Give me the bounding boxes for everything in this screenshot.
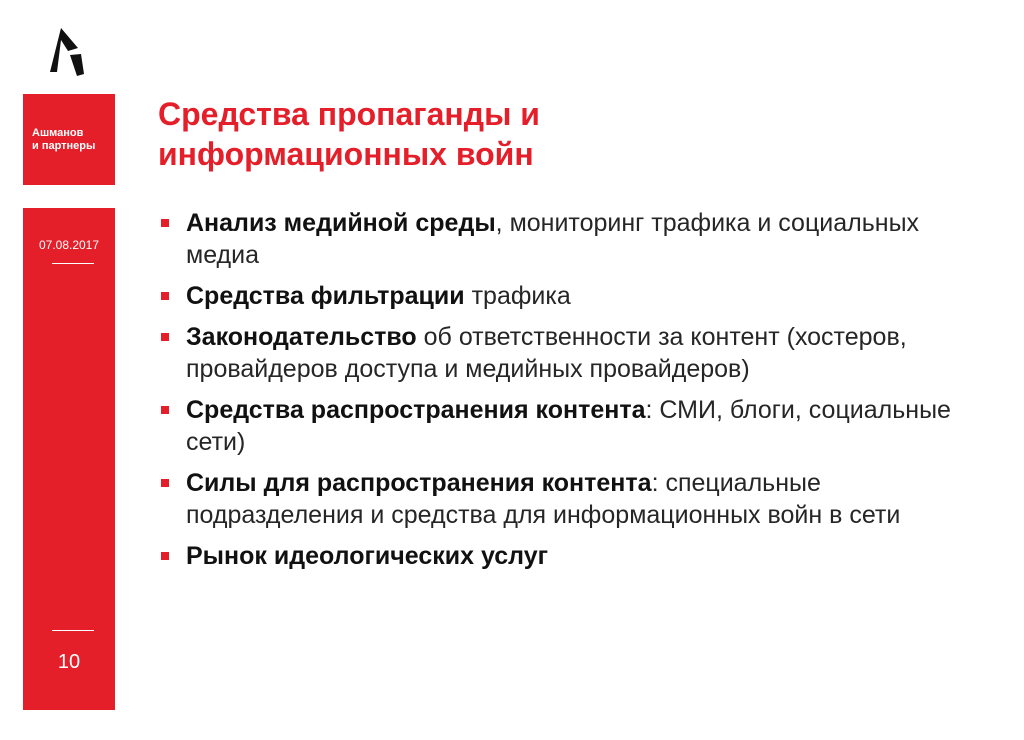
bullet-bold-text: Средства распространения контента (186, 396, 646, 424)
bullet-item (158, 540, 998, 572)
bullet-item (158, 394, 998, 458)
bullet-text: , мониторинг трафика и социальных медиа (186, 209, 920, 269)
bullet-item (158, 207, 998, 271)
square-bullet-icon (161, 552, 169, 560)
square-bullet-icon (161, 219, 169, 227)
bullet-text: об ответственности за контент (хостеров, провайдеров доступа и медийных провайдеров) (186, 323, 907, 383)
page-number-divider (52, 630, 94, 631)
bullet-bold-text: Средства фильтрации (186, 282, 465, 310)
side-bar (23, 208, 115, 710)
square-bullet-icon (161, 479, 169, 487)
bullet-item (158, 280, 998, 312)
bullet-item (158, 467, 998, 531)
bullet-bold-text: Законодательство (186, 323, 417, 351)
square-bullet-icon (161, 406, 169, 414)
bullet-text: : специальные подразделения и средства для информационных войн в сети (186, 469, 901, 529)
brand-name: Ашманов и партнеры (32, 127, 96, 152)
bullet-item (158, 321, 998, 385)
date-divider (52, 263, 94, 264)
square-bullet-icon (161, 292, 169, 300)
bullet-text: трафика (464, 282, 571, 310)
bullet-bold-text: Анализ медийной среды (186, 209, 496, 237)
bullet-text: : СМИ, блоги, социальные сети) (186, 396, 951, 456)
bullet-bold-text: Рынок идеологических услуг (186, 542, 549, 570)
square-bullet-icon (161, 333, 169, 341)
slide-date: 07.08.2017 (38, 238, 100, 252)
slide-title: Средства пропаганды и информационных войн (158, 96, 540, 172)
brand-box (23, 94, 115, 185)
page-number: 10 (57, 651, 81, 673)
bullet-list (158, 207, 998, 581)
ashmanov-logo-icon (46, 22, 90, 80)
bullet-bold-text: Силы для распространения контента (186, 469, 652, 497)
